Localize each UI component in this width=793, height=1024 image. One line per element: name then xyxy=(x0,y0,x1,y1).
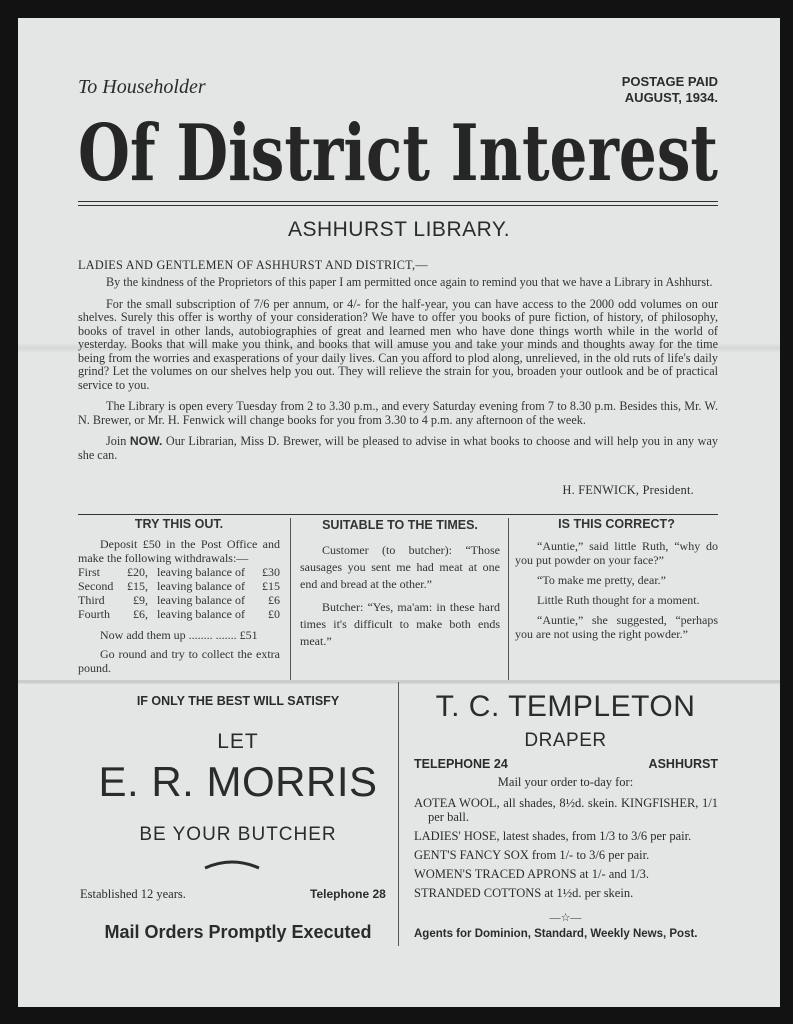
masthead-text: Of District Interest xyxy=(78,108,718,198)
morris-let: LET xyxy=(217,730,259,753)
library-para-1: By the kindness of the Proprietors of this paper I am permitted once again to remind you that we have a Library in Ashhurst. xyxy=(106,275,713,289)
templeton-town: ASHHURST xyxy=(648,757,718,771)
withdrawal-leaving: leaving balance of xyxy=(157,593,245,607)
templeton-item: GENT'S FANCY SOX from 1/- to 3/6 per pair. xyxy=(414,848,650,862)
col1-intro: Deposit £50 in the Post Office and make the following withdrawals:— xyxy=(78,537,280,565)
columns-rule xyxy=(78,514,718,515)
templeton-item: LADIES' HOSE, latest shades, from 1/3 to 3/6 per pair. xyxy=(414,829,692,843)
morris-mail-orders: Mail Orders Promptly Executed xyxy=(104,922,372,942)
withdrawal-leaving: leaving balance of xyxy=(157,565,245,579)
postage-paid: POSTAGE PAID xyxy=(621,74,718,89)
templeton-trade: DRAPER xyxy=(524,730,607,751)
withdrawal-balance: £30 xyxy=(262,565,280,579)
templeton-name: T. C. TEMPLETON xyxy=(435,690,696,723)
templeton-mail-line: Mail your order to-day for: xyxy=(497,775,634,789)
col1-add-line: Now add them up ........ ....... £51 xyxy=(100,628,258,642)
withdrawal-balance: £0 xyxy=(268,607,280,621)
withdrawal-amount: £15, xyxy=(127,579,148,593)
morris-tagline: IF ONLY THE BEST WILL SATISFY xyxy=(136,694,340,708)
templeton-item: WOMEN'S TRACED APRONS at 1/- and 1/3. xyxy=(414,867,650,881)
join-now: NOW. xyxy=(129,434,163,448)
library-signature: H. FENWICK, President. xyxy=(562,483,694,497)
column-suitable xyxy=(300,517,500,679)
withdrawal-label: Second xyxy=(78,579,114,593)
morris-name: E. R. MORRIS xyxy=(98,758,378,805)
issue-date: AUGUST, 1934. xyxy=(624,90,718,105)
templeton-agents: Agents for Dominion, Standard, Weekly News, Post. xyxy=(414,928,698,940)
library-title: ASHHURST LIBRARY. xyxy=(287,218,511,241)
column-divider-2 xyxy=(508,518,509,680)
col2-para-2: Butcher: “Yes, ma'am: in these hard times it's difficult to make both ends meat.” xyxy=(300,600,500,648)
masthead-rule-bottom xyxy=(78,205,718,206)
para4-lead: Join xyxy=(106,434,130,448)
col3-para-2: “To make me pretty, dear.” xyxy=(537,573,666,587)
withdrawal-row xyxy=(78,579,280,593)
library-para-4 xyxy=(78,435,718,462)
morris-established: Established 12 years. xyxy=(80,887,186,901)
withdrawal-row xyxy=(78,565,280,579)
col3-title: IS THIS CORRECT? xyxy=(558,517,675,531)
para4-rest: Our Librarian, Miss D. Brewer, will be pleased to advise in what books to choose and will help you in any way she can. xyxy=(78,434,718,462)
withdrawal-label: First xyxy=(78,565,101,579)
templeton-item: AOTEA WOOL, all shades, 8½d. skein. KINGFISHER, 1/1 per ball. xyxy=(414,796,718,824)
masthead-rule-top xyxy=(78,201,718,202)
templeton-item-list xyxy=(414,796,718,905)
masthead-title xyxy=(76,102,721,198)
withdrawal-balance: £6 xyxy=(268,593,280,607)
star-ornament-icon: —☆— xyxy=(549,912,582,924)
withdrawal-label: Third xyxy=(78,593,105,607)
library-salutation: LADIES AND GENTLEMEN OF ASHHURST AND DISTRICT,— xyxy=(78,258,428,272)
library-para-3: The Library is open every Tuesday from 2 to 3.30 p.m., and every Saturday evening from 7 to 8.30 p.m. Besides this, Mr. W. N. Brewer, or Mr. H. Fenwick will change books for you from 3.30 to 4 p.m. any afternoon of the week. xyxy=(78,399,718,427)
newsletter-page xyxy=(18,18,780,1007)
column-divider-1 xyxy=(290,518,291,680)
morris-telephone: Telephone 28 xyxy=(310,887,386,901)
withdrawal-label: Fourth xyxy=(78,607,111,621)
withdrawal-leaving: leaving balance of xyxy=(157,579,245,593)
library-body xyxy=(78,276,718,470)
withdrawal-row xyxy=(78,607,280,621)
templeton-item: STRANDED COTTONS at 1½d. per skein. xyxy=(414,886,634,900)
templeton-telephone: TELEPHONE 24 xyxy=(414,757,508,771)
fold-crease xyxy=(18,680,780,684)
householder-label: To Householder xyxy=(78,76,206,98)
col3-para-4: “Auntie,” she suggested, “perhaps you are not using the right powder.” xyxy=(515,613,718,641)
withdrawal-balance: £15 xyxy=(262,579,280,593)
col3-para-1: “Auntie,” said little Ruth, “why do you put powder on your face?” xyxy=(515,539,718,567)
withdrawal-leaving: leaving balance of xyxy=(157,607,245,621)
ad-divider xyxy=(398,682,399,946)
col1-title: TRY THIS OUT. xyxy=(134,517,224,531)
column-is-this-correct xyxy=(515,517,718,679)
ornament-swash-icon xyxy=(203,858,261,872)
withdrawals-table xyxy=(78,565,280,621)
col3-para-3: Little Ruth thought for a moment. xyxy=(537,593,700,607)
withdrawal-amount: £6, xyxy=(133,607,148,621)
morris-be-your-butcher: BE YOUR BUTCHER xyxy=(139,824,337,845)
withdrawal-amount: £20, xyxy=(127,565,148,579)
col1-closing: Go round and try to collect the extra pound. xyxy=(78,647,280,675)
column-try-this-out xyxy=(78,517,280,679)
col2-para-1: Customer (to butcher): “Those sausages you sent me had meat at one end and bread at the other.” xyxy=(300,543,500,591)
withdrawal-row xyxy=(78,593,280,607)
withdrawal-amount: £9, xyxy=(133,593,148,607)
library-para-2: For the small subscription of 7/6 per annum, or 4/- for the half-year, you can have access to the 2000 odd volumes on our shelves. Surely this offer is worthy of your consideration? We have to offer you books of pure fiction, of history, of philosophy, books of travel in other lands, autobiographies of great and learned men who have done things worth while in the world of yesterday. Books that will make you think, and books that will amuse you and take your minds and thoughts away for the time being from the worries and exasperations of your daily lives. Can you afford to plod along, unrelieved, in the old ruts of life's daily grind? Let the volumes on our shelves help you out. They will relieve the strain for you, broaden your outlook and be of practical service to you. xyxy=(78,296,718,392)
col2-title: SUITABLE TO THE TIMES. xyxy=(322,518,478,532)
